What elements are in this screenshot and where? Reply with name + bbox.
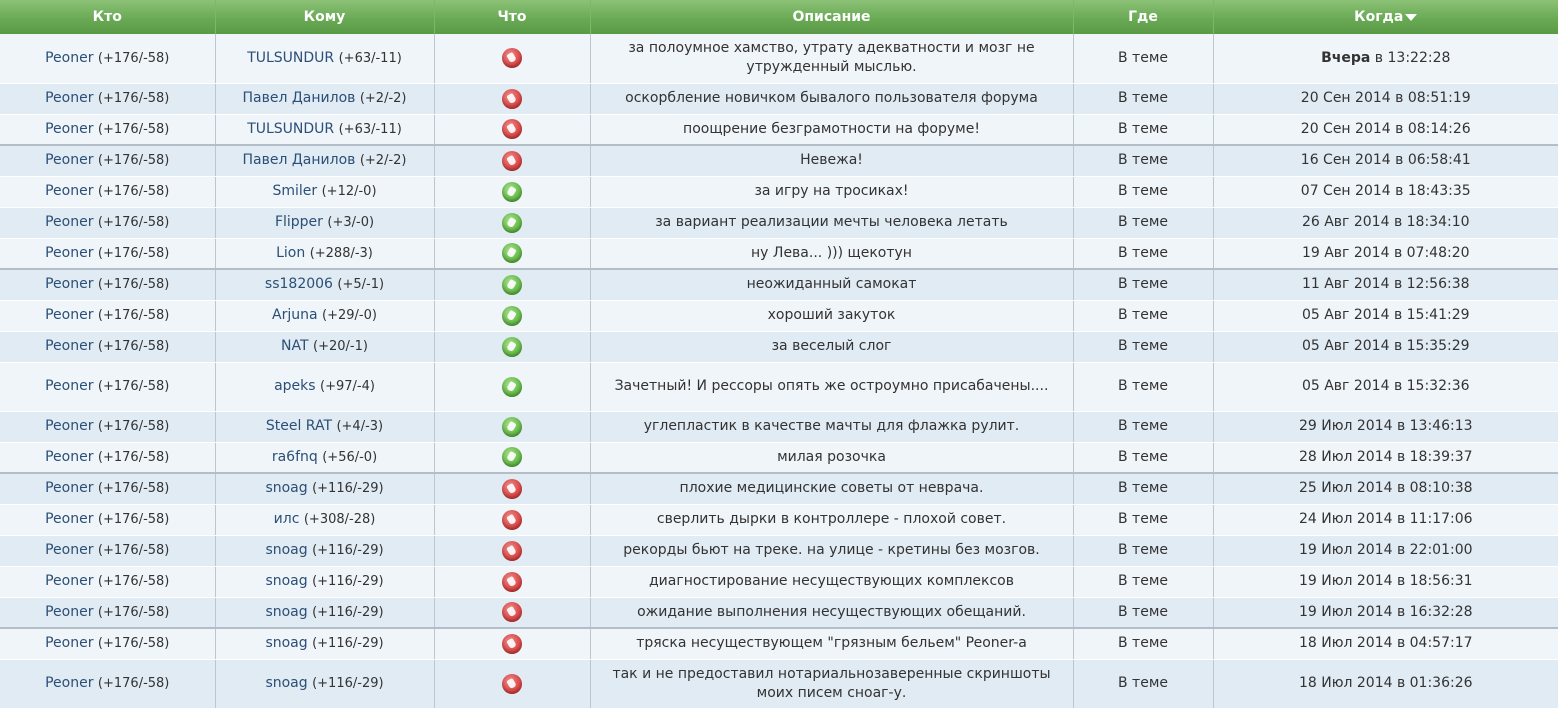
topic-link[interactable]: В теме	[1118, 276, 1168, 293]
to-user-link[interactable]: snoag	[265, 635, 308, 652]
from-user-link[interactable]: Peoner	[45, 480, 94, 497]
cell-when	[1213, 238, 1558, 269]
to-user-reputation: (+12/-0)	[321, 184, 377, 199]
when-time: 05 Авг 2014 в 15:32:36	[1301, 378, 1470, 394]
cell-who	[0, 269, 215, 300]
cell-where	[1073, 145, 1213, 176]
from-user-link[interactable]: Peoner	[45, 183, 94, 199]
cell-description: Невежа!	[590, 145, 1073, 176]
header-when[interactable]	[1213, 0, 1558, 34]
cell-description: за веселый слог	[590, 331, 1073, 362]
cell-to	[215, 331, 434, 362]
when-time: 05 Авг 2014 в 15:41:29	[1301, 307, 1470, 323]
header-what: Что	[434, 0, 590, 34]
cell-where	[1073, 535, 1213, 566]
when-time: 18 Июл 2014 в 04:57:17	[1298, 635, 1473, 652]
cell-to	[215, 566, 434, 597]
cell-what	[434, 83, 590, 114]
topic-link[interactable]: В теме	[1118, 603, 1168, 620]
to-user-reputation: (+4/-3)	[336, 419, 384, 434]
cell-description: диагностирование несуществующих комплексов	[590, 566, 1073, 597]
to-user-reputation: (+5/-1)	[337, 277, 385, 293]
cell-what	[434, 34, 590, 83]
cell-when	[1213, 442, 1558, 473]
to-user-link[interactable]: snoag	[265, 603, 308, 620]
when-time: 29 Июл 2014 в 13:46:13	[1298, 418, 1473, 434]
cell-when	[1213, 566, 1558, 597]
from-user-reputation: (+176/-58)	[97, 50, 170, 66]
thumbs-down-icon	[502, 151, 522, 171]
thumbs-down-icon	[502, 572, 522, 592]
cell-where	[1073, 362, 1213, 411]
topic-link[interactable]: В теме	[1118, 120, 1168, 137]
cell-to	[215, 628, 434, 659]
to-user-link[interactable]: snoag	[265, 573, 308, 589]
cell-to	[215, 114, 434, 145]
cell-who	[0, 34, 215, 83]
cell-to	[215, 473, 434, 504]
to-user-reputation: (+29/-0)	[322, 308, 377, 323]
when-day: Вчера	[1321, 49, 1371, 66]
from-user-reputation: (+176/-58)	[97, 153, 170, 169]
cell-where	[1073, 83, 1213, 114]
cell-what	[434, 145, 590, 176]
cell-to	[215, 207, 434, 238]
thumbs-down-icon	[502, 541, 522, 561]
cell-to	[215, 83, 434, 114]
cell-description: за вариант реализации мечты человека летать	[590, 207, 1073, 238]
cell-description: Зачетный! И рессоры опять же остроумно присабачены....	[590, 362, 1073, 411]
thumbs-down-icon	[502, 634, 522, 654]
cell-when	[1213, 114, 1558, 145]
to-user-link[interactable]: илс	[273, 511, 300, 527]
cell-what	[434, 300, 590, 331]
to-user-reputation: (+20/-1)	[313, 339, 368, 354]
cell-where	[1073, 411, 1213, 442]
table-row	[0, 331, 1558, 362]
cell-to	[215, 34, 434, 83]
cell-to	[215, 659, 434, 708]
to-user-reputation: (+116/-29)	[312, 676, 384, 691]
to-user-reputation: (+63/-11)	[338, 121, 402, 137]
cell-who	[0, 504, 215, 535]
cell-what	[434, 597, 590, 628]
cell-who	[0, 331, 215, 362]
cell-to	[215, 535, 434, 566]
cell-who	[0, 535, 215, 566]
cell-what	[434, 114, 590, 145]
from-user-reputation: (+176/-58)	[97, 379, 170, 394]
cell-description: сверлить дырки в контроллере - плохой совет.	[590, 504, 1073, 535]
cell-who	[0, 628, 215, 659]
to-user-link[interactable]: TULSUNDUR	[247, 120, 335, 137]
from-user-reputation: (+176/-58)	[97, 676, 170, 691]
to-user-link[interactable]: snoag	[265, 542, 308, 558]
from-user-link[interactable]: Peoner	[45, 152, 94, 169]
when-time: 19 Июл 2014 в 22:01:00	[1298, 542, 1473, 558]
cell-description: рекорды бьют на треке. на улице - кретины без мозгов.	[590, 535, 1073, 566]
from-user-link[interactable]: Peoner	[45, 675, 94, 691]
from-user-link[interactable]: Peoner	[45, 448, 94, 465]
cell-who	[0, 238, 215, 269]
topic-link[interactable]: В теме	[1118, 635, 1168, 652]
from-user-reputation: (+176/-58)	[97, 245, 170, 261]
cell-to	[215, 145, 434, 176]
cell-when	[1213, 300, 1558, 331]
cell-to	[215, 238, 434, 269]
cell-to	[215, 269, 434, 300]
thumbs-down-icon	[502, 602, 522, 622]
cell-who	[0, 145, 215, 176]
topic-link[interactable]: В теме	[1118, 480, 1168, 497]
table-body	[0, 34, 1558, 708]
to-user-link[interactable]: NAT	[281, 338, 309, 354]
from-user-link[interactable]: Peoner	[45, 573, 94, 589]
thumbs-down-icon	[502, 119, 522, 139]
cell-who	[0, 300, 215, 331]
table-row	[0, 597, 1558, 628]
from-user-link[interactable]: Peoner	[45, 214, 94, 230]
thumbs-up-icon	[502, 377, 522, 397]
when-time: 20 Сен 2014 в 08:51:19	[1300, 90, 1471, 106]
from-user-reputation: (+176/-58)	[97, 215, 170, 230]
when-time: 19 Июл 2014 в 18:56:31	[1298, 573, 1473, 589]
to-user-link[interactable]: Smiler	[272, 183, 318, 199]
cell-to	[215, 411, 434, 442]
to-user-link[interactable]: ss182006	[264, 276, 333, 293]
table-row	[0, 362, 1558, 411]
cell-when	[1213, 473, 1558, 504]
when-time: 16 Сен 2014 в 06:58:41	[1300, 152, 1471, 169]
cell-when	[1213, 628, 1558, 659]
from-user-reputation: (+176/-58)	[97, 277, 170, 293]
to-user-link[interactable]: Arjuna	[272, 307, 318, 323]
cell-who	[0, 114, 215, 145]
to-user-reputation: (+63/-11)	[338, 50, 402, 66]
cell-where	[1073, 114, 1213, 145]
cell-when	[1213, 504, 1558, 535]
topic-link[interactable]: В теме	[1118, 338, 1168, 354]
cell-who	[0, 83, 215, 114]
cell-when	[1213, 411, 1558, 442]
to-user-reputation: (+116/-29)	[312, 574, 384, 589]
topic-link[interactable]: В теме	[1118, 90, 1168, 106]
from-user-reputation: (+176/-58)	[97, 121, 170, 137]
to-user-reputation: (+3/-0)	[327, 215, 375, 230]
from-user-link[interactable]: Peoner	[45, 244, 94, 261]
from-user-link[interactable]: Peoner	[45, 511, 94, 527]
from-user-reputation: (+176/-58)	[97, 481, 170, 497]
cell-where	[1073, 176, 1213, 207]
from-user-reputation: (+176/-58)	[97, 184, 170, 199]
cell-who	[0, 473, 215, 504]
cell-where	[1073, 34, 1213, 83]
cell-when	[1213, 269, 1558, 300]
from-user-link[interactable]: Peoner	[45, 338, 94, 354]
to-user-reputation: (+288/-3)	[309, 245, 373, 261]
from-user-link[interactable]: Peoner	[45, 307, 94, 323]
cell-description: за полоумное хамство, утрату адекватности и мозг не утружденный мыслью.	[590, 34, 1073, 83]
header-description: Описание	[590, 0, 1073, 34]
when-time: 18 Июл 2014 в 01:36:26	[1298, 675, 1473, 691]
cell-description: так и не предоставил нотариальнозаверенные скриншоты моих писем сноаг-у.	[590, 659, 1073, 708]
cell-when	[1213, 83, 1558, 114]
from-user-reputation: (+176/-58)	[97, 308, 170, 323]
from-user-link[interactable]: Peoner	[45, 120, 94, 137]
topic-link[interactable]: В теме	[1118, 244, 1168, 261]
when-time: 07 Сен 2014 в 18:43:35	[1300, 183, 1471, 199]
from-user-reputation: (+176/-58)	[97, 449, 170, 465]
when-time: в 13:22:28	[1370, 49, 1451, 66]
cell-what	[434, 331, 590, 362]
cell-where	[1073, 207, 1213, 238]
table-row	[0, 145, 1558, 176]
to-user-reputation: (+116/-29)	[312, 636, 384, 652]
cell-where	[1073, 566, 1213, 597]
cell-where	[1073, 331, 1213, 362]
table-row	[0, 566, 1558, 597]
table-row	[0, 411, 1558, 442]
cell-who	[0, 442, 215, 473]
header-who: Кто	[0, 0, 215, 34]
from-user-link[interactable]: Peoner	[45, 635, 94, 652]
thumbs-up-icon	[502, 306, 522, 326]
thumbs-up-icon	[502, 275, 522, 295]
from-user-link[interactable]: Peoner	[45, 542, 94, 558]
from-user-link[interactable]: Peoner	[45, 90, 94, 106]
cell-who	[0, 362, 215, 411]
cell-description: ожидание выполнения несуществующих обещаний.	[590, 597, 1073, 628]
when-time: 20 Сен 2014 в 08:14:26	[1300, 120, 1471, 137]
header-when-label[interactable]: Когда	[1354, 9, 1404, 25]
table-row	[0, 238, 1558, 269]
thumbs-down-icon	[502, 89, 522, 109]
thumbs-up-icon	[502, 213, 522, 233]
cell-what	[434, 362, 590, 411]
table-row	[0, 207, 1558, 238]
cell-where	[1073, 504, 1213, 535]
from-user-link[interactable]: Peoner	[45, 276, 94, 293]
table-row	[0, 442, 1558, 473]
from-user-reputation: (+176/-58)	[97, 543, 170, 558]
from-user-reputation: (+176/-58)	[97, 604, 170, 620]
from-user-reputation: (+176/-58)	[97, 574, 170, 589]
cell-what	[434, 659, 590, 708]
cell-who	[0, 597, 215, 628]
cell-what	[434, 442, 590, 473]
to-user-link[interactable]: ra6fnq	[271, 448, 318, 465]
cell-to	[215, 597, 434, 628]
cell-description: плохие медицинские советы от неврача.	[590, 473, 1073, 504]
to-user-link[interactable]: Steel RAT	[265, 418, 333, 434]
cell-what	[434, 504, 590, 535]
to-user-reputation: (+116/-29)	[312, 481, 384, 497]
to-user-link[interactable]: Flipper	[274, 214, 323, 230]
cell-what	[434, 473, 590, 504]
cell-when	[1213, 535, 1558, 566]
thumbs-up-icon	[502, 243, 522, 263]
cell-to	[215, 442, 434, 473]
from-user-link[interactable]: Peoner	[45, 603, 94, 620]
cell-to	[215, 504, 434, 535]
from-user-reputation: (+176/-58)	[97, 419, 170, 434]
cell-where	[1073, 628, 1213, 659]
from-user-link[interactable]: Peoner	[45, 378, 94, 394]
table-row	[0, 176, 1558, 207]
topic-link[interactable]: В теме	[1118, 573, 1168, 589]
cell-to	[215, 300, 434, 331]
cell-description: ну Лева... ))) щекотун	[590, 238, 1073, 269]
cell-when	[1213, 597, 1558, 628]
to-user-reputation: (+2/-2)	[359, 153, 407, 169]
when-time: 25 Июл 2014 в 08:10:38	[1298, 480, 1473, 497]
cell-what	[434, 207, 590, 238]
cell-where	[1073, 269, 1213, 300]
to-user-reputation: (+2/-2)	[359, 91, 407, 106]
header-to: Кому	[215, 0, 434, 34]
header-where: Где	[1073, 0, 1213, 34]
to-user-link[interactable]: snoag	[265, 675, 308, 691]
topic-link[interactable]: В теме	[1118, 448, 1168, 465]
cell-to	[215, 362, 434, 411]
cell-what	[434, 566, 590, 597]
to-user-reputation: (+308/-28)	[303, 512, 376, 527]
cell-where	[1073, 473, 1213, 504]
cell-description: неожиданный самокат	[590, 269, 1073, 300]
when-time: 19 Авг 2014 в 07:48:20	[1301, 244, 1470, 261]
cell-description: оскорбление новичком бывалого пользователя форума	[590, 83, 1073, 114]
table-header	[0, 0, 1558, 34]
thumbs-down-icon	[502, 479, 522, 499]
cell-who	[0, 411, 215, 442]
table-row	[0, 114, 1558, 145]
topic-link[interactable]: В теме	[1118, 307, 1168, 323]
cell-when	[1213, 145, 1558, 176]
topic-link[interactable]: В теме	[1118, 183, 1168, 199]
to-user-reputation: (+56/-0)	[322, 449, 378, 465]
table-row	[0, 504, 1558, 535]
topic-link[interactable]: В теме	[1118, 511, 1168, 527]
cell-who	[0, 207, 215, 238]
cell-description: углепластик в качестве мачты для флажка рулит.	[590, 411, 1073, 442]
cell-description: хороший закуток	[590, 300, 1073, 331]
cell-when	[1213, 362, 1558, 411]
when-time: 11 Авг 2014 в 12:56:38	[1301, 276, 1470, 293]
cell-what	[434, 628, 590, 659]
topic-link[interactable]: В теме	[1118, 378, 1168, 394]
cell-where	[1073, 659, 1213, 708]
table-row	[0, 269, 1558, 300]
cell-who	[0, 566, 215, 597]
when-time: 24 Июл 2014 в 11:17:06	[1298, 511, 1473, 527]
thumbs-down-icon	[502, 510, 522, 530]
table-row	[0, 628, 1558, 659]
topic-link[interactable]: В теме	[1118, 49, 1168, 66]
cell-what	[434, 269, 590, 300]
to-user-link[interactable]: Павел Данилов	[242, 90, 356, 106]
to-user-reputation: (+97/-4)	[320, 379, 375, 394]
cell-when	[1213, 207, 1558, 238]
cell-what	[434, 411, 590, 442]
to-user-link[interactable]: Павел Данилов	[242, 152, 356, 169]
cell-who	[0, 659, 215, 708]
thumbs-up-icon	[502, 182, 522, 202]
thumbs-down-icon	[502, 674, 522, 694]
thumbs-up-icon	[502, 337, 522, 357]
cell-what	[434, 238, 590, 269]
from-user-reputation: (+176/-58)	[97, 512, 170, 527]
table-row	[0, 473, 1558, 504]
topic-link[interactable]: В теме	[1118, 418, 1168, 434]
from-user-link[interactable]: Peoner	[45, 49, 94, 66]
cell-where	[1073, 597, 1213, 628]
cell-where	[1073, 238, 1213, 269]
table-row	[0, 659, 1558, 708]
table-row	[0, 300, 1558, 331]
topic-link[interactable]: В теме	[1118, 542, 1168, 558]
thumbs-up-icon	[502, 447, 522, 467]
table-row	[0, 34, 1558, 83]
to-user-link[interactable]: Lion	[276, 244, 306, 261]
to-user-link[interactable]: TULSUNDUR	[247, 49, 335, 66]
thumbs-up-icon	[502, 417, 522, 437]
from-user-link[interactable]: Peoner	[45, 418, 94, 434]
cell-where	[1073, 442, 1213, 473]
when-time: 05 Авг 2014 в 15:35:29	[1301, 338, 1470, 354]
from-user-reputation: (+176/-58)	[97, 339, 170, 354]
topic-link[interactable]: В теме	[1118, 152, 1168, 169]
cell-when	[1213, 176, 1558, 207]
topic-link[interactable]: В теме	[1118, 675, 1168, 691]
cell-who	[0, 176, 215, 207]
to-user-link[interactable]: snoag	[265, 480, 308, 497]
cell-description: тряска несуществующем "грязным бельем" Peoner-а	[590, 628, 1073, 659]
when-time: 19 Июл 2014 в 16:32:28	[1298, 603, 1473, 620]
to-user-reputation: (+116/-29)	[312, 543, 384, 558]
cell-when	[1213, 331, 1558, 362]
when-time: 28 Июл 2014 в 18:39:37	[1298, 448, 1473, 465]
cell-what	[434, 535, 590, 566]
from-user-reputation: (+176/-58)	[97, 636, 170, 652]
cell-description: поощрение безграмотности на форуме!	[590, 114, 1073, 145]
from-user-reputation: (+176/-58)	[97, 91, 170, 106]
to-user-reputation: (+116/-29)	[312, 604, 384, 620]
cell-what	[434, 176, 590, 207]
table-row	[0, 535, 1558, 566]
cell-when	[1213, 659, 1558, 708]
when-time: 26 Авг 2014 в 18:34:10	[1301, 214, 1470, 230]
thumbs-down-icon	[502, 48, 522, 68]
cell-where	[1073, 300, 1213, 331]
cell-to	[215, 176, 434, 207]
to-user-link[interactable]: apeks	[274, 378, 316, 394]
cell-when	[1213, 34, 1558, 83]
topic-link[interactable]: В теме	[1118, 214, 1168, 230]
cell-description: милая розочка	[590, 442, 1073, 473]
sort-desc-icon[interactable]	[1405, 14, 1417, 21]
cell-description: за игру на тросиках!	[590, 176, 1073, 207]
table-row	[0, 83, 1558, 114]
